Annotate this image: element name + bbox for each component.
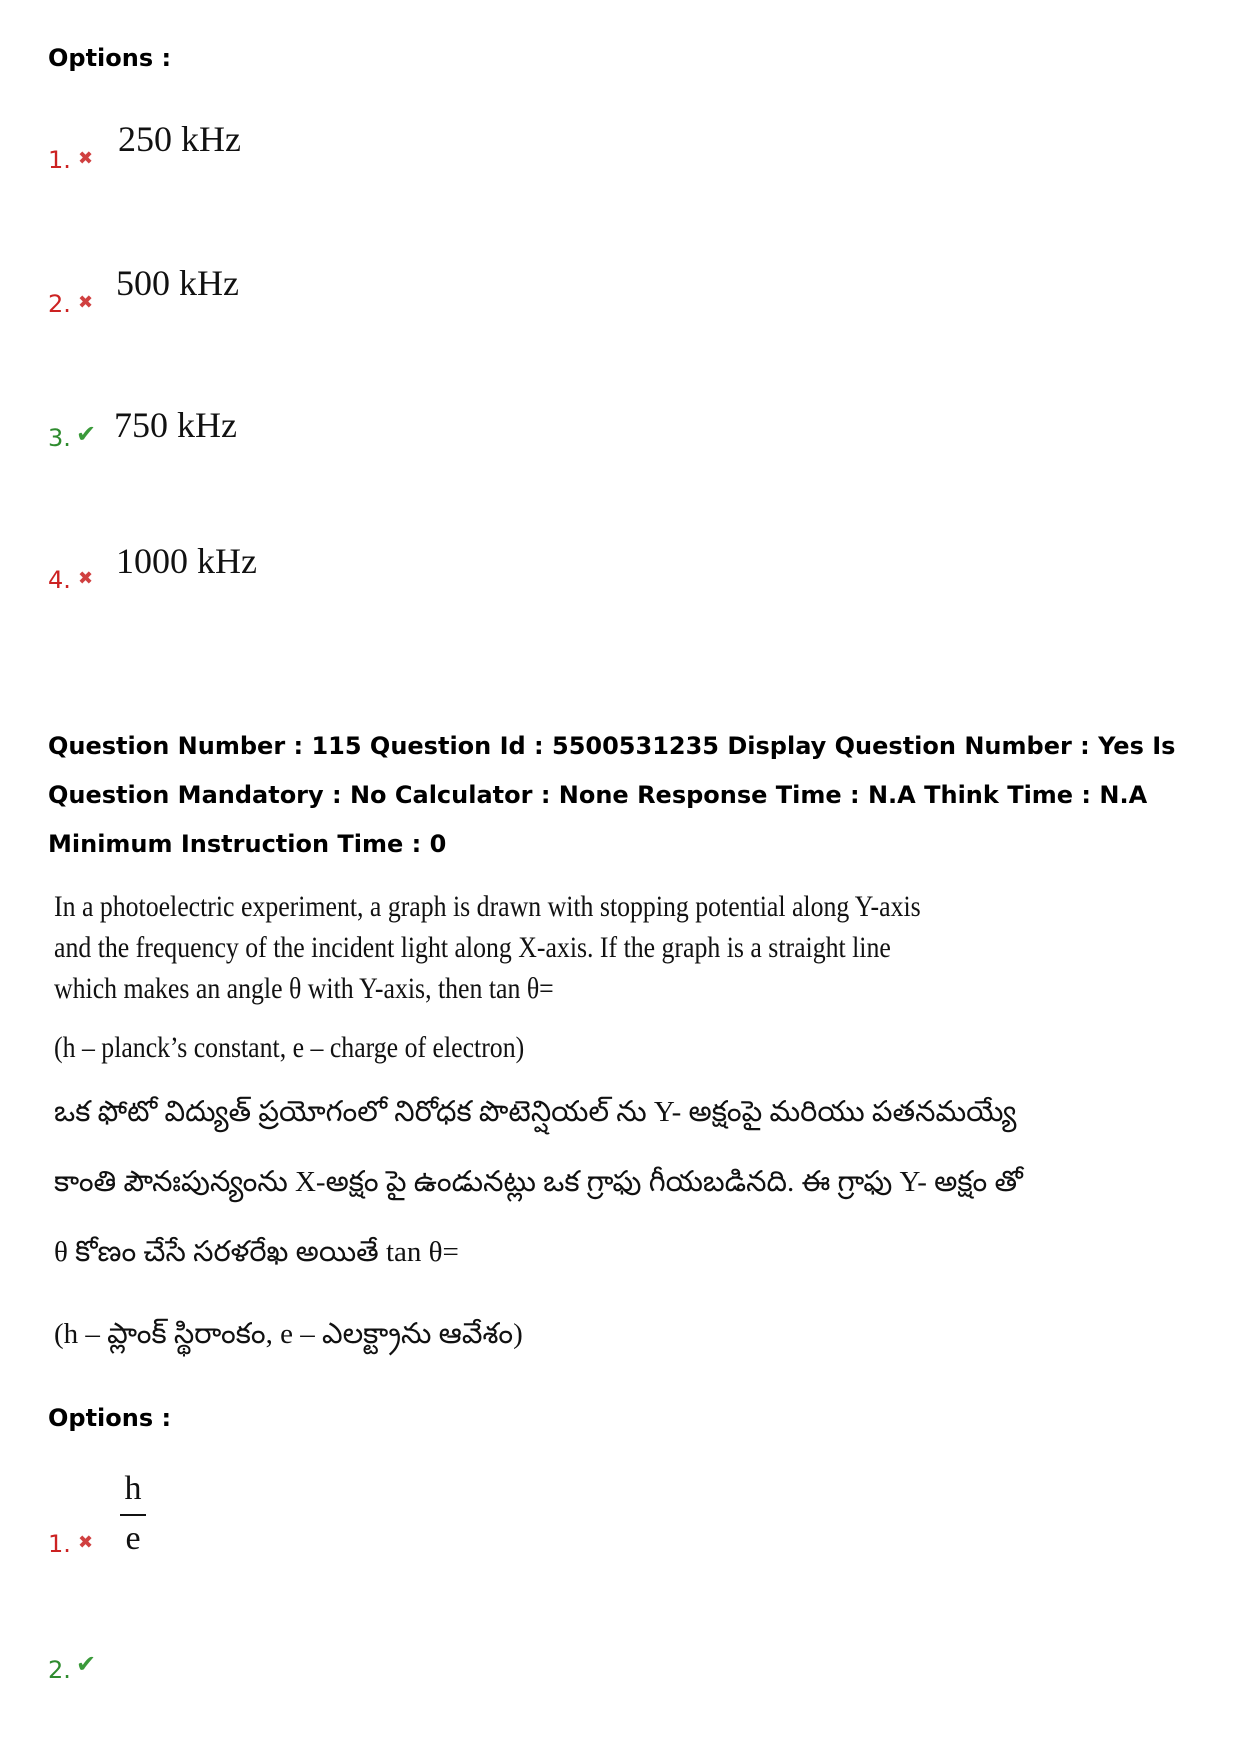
option-number: 1.	[48, 1530, 71, 1558]
denominator: e	[125, 1520, 141, 1557]
fraction-bar	[120, 1514, 146, 1516]
question-note-telugu: (h – ప్లాంక్ స్థిరాంకం, e – ఎలక్ట్రాను ఆవేశం)	[54, 1318, 523, 1350]
option-number: 1.	[48, 146, 71, 174]
options-heading: Options :	[48, 1404, 172, 1432]
question-note: (h – planck’s constant, e – charge of electron)	[54, 1031, 525, 1064]
option-number: 4.	[48, 566, 71, 594]
check-icon: ✔	[76, 1650, 97, 1678]
question-line: which makes an angle θ with Y-axis, then tan θ=	[54, 972, 554, 1005]
cross-icon: ✖	[78, 292, 94, 313]
question-meta: Question Number : 115 Question Id : 5500531235 Display Question Number : Yes Is Question Mandatory : No Calculator : None Response Time : N.A Think Time : N.A Minimum Instruction Time : 0	[48, 732, 1176, 858]
question-line-telugu: ఒక ఫోటో విద్యుత్ ప్రయోగంలో నిరోధక పొటెన్షియల్ ను Y- అక్షంపై మరియు పతనమయ్యే	[54, 1096, 1017, 1128]
check-icon: ✔	[76, 420, 97, 448]
cross-icon: ✖	[78, 568, 94, 589]
option-number: 3.	[48, 424, 71, 452]
question-text-english	[54, 886, 921, 1068]
option-value: 250 kHz	[118, 119, 241, 159]
option-number: 2.	[48, 1656, 71, 1684]
options-heading: Options :	[48, 44, 172, 72]
question-line-telugu: కాంతి పౌనఃపున్యంను X-అక్షం పై ఉండునట్లు ఒక గ్రాఫు గీయబడినది. ఈ గ్రాఫు Y- అక్షం తో	[54, 1166, 1023, 1198]
cross-icon: ✖	[78, 1532, 94, 1553]
question-line-telugu: θ కోణం చేసే సరళరేఖ అయితే tan θ=	[54, 1236, 459, 1268]
cross-icon: ✖	[78, 148, 94, 169]
option-value: 1000 kHz	[116, 541, 257, 581]
fraction	[120, 1470, 146, 1558]
numerator: h	[124, 1470, 142, 1507]
question-line: In a photoelectric experiment, a graph is drawn with stopping potential along Y-axis	[54, 890, 921, 923]
question-line: and the frequency of the incident light along X-axis. If the graph is a straight line	[54, 931, 891, 964]
option-number: 2.	[48, 290, 71, 318]
option-value: 500 kHz	[116, 263, 239, 303]
option-value: 750 kHz	[114, 405, 237, 445]
